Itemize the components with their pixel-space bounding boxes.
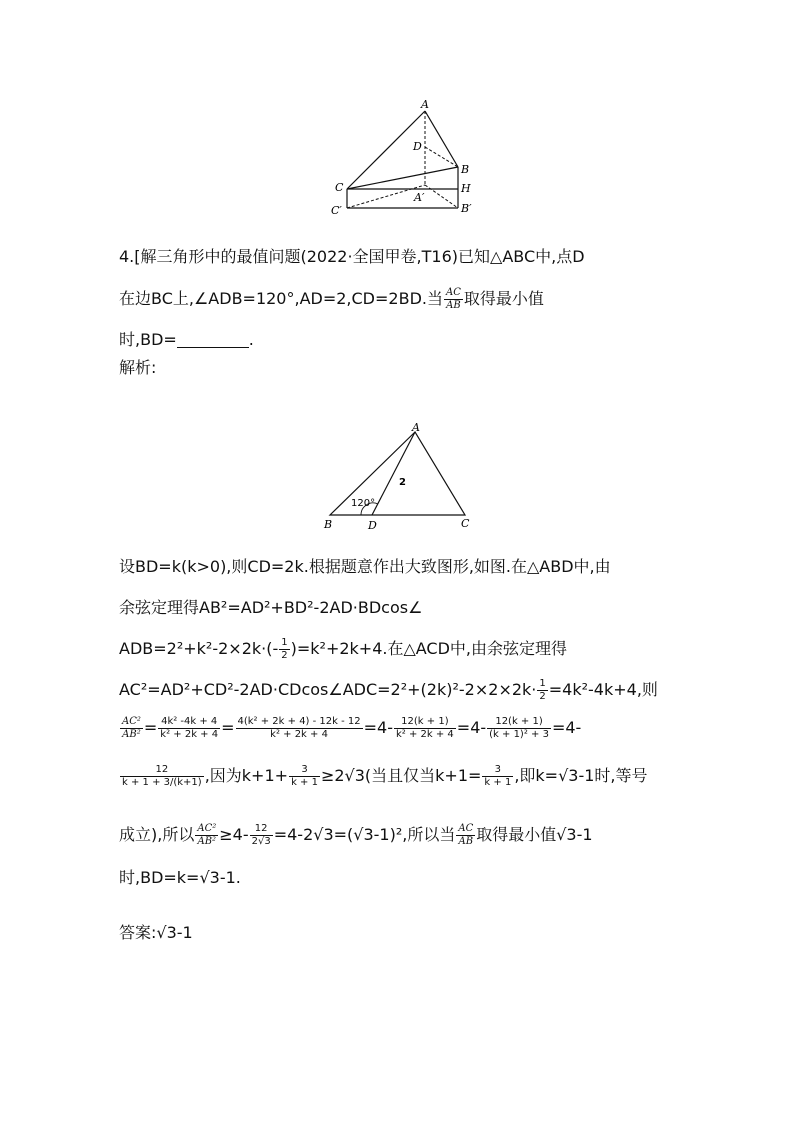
fraction: $\frac{\text{4k² -4k + 4}}{\text{k² + 2k + 4}}$ bbox=[160, 716, 219, 740]
figure-triangle bbox=[315, 422, 480, 532]
solution-line-1: 设BD=k(k>0),则CD=2k.根据题意作出大致图形,如图.在△ABD中,由 bbox=[119, 557, 611, 576]
fraction: $\frac{1}{2}$ bbox=[539, 678, 546, 702]
fraction: $\frac{AC}{AB}$ bbox=[445, 287, 461, 311]
fraction: $\frac{3}{k + 1}$ bbox=[291, 764, 318, 788]
problem-line-1: 4.[解三角形中的最值问题(2022·全国甲卷,T16)已知△ABC中,点D bbox=[119, 247, 585, 266]
answer-blank bbox=[177, 333, 249, 348]
fraction: $\frac{AC}{AB}$ bbox=[458, 823, 474, 847]
angle-label: 120° bbox=[351, 498, 376, 509]
problem-line-3: 时,BD= . bbox=[119, 330, 254, 349]
label-D: D bbox=[413, 140, 422, 153]
fraction: $\frac{1}{2}$ bbox=[281, 637, 288, 661]
label-B-prime: B′ bbox=[461, 202, 472, 215]
label-A: A bbox=[421, 98, 429, 111]
fraction: $\frac{12(k + 1)}{\text{(k + 1)² + 3}}$ bbox=[489, 716, 549, 740]
solution-line-3: ADB=2²+k²-2×2k·(- $\frac{1}{2}$ )=k²+2k+4.在△ACD中,由余弦定理得 bbox=[119, 637, 568, 661]
solution-line-2: 余弦定理得AB²=AD²+BD²-2AD·BDcos∠ bbox=[119, 598, 423, 617]
figure-prism bbox=[325, 95, 475, 220]
label-A-prime: A′ bbox=[414, 191, 425, 204]
label-B: B bbox=[461, 163, 470, 176]
fraction: $\frac{12(k + 1)}{\text{k² + 2k + 4}}$ bbox=[395, 716, 454, 740]
solution-line-6: $\frac{12}{k + 1 + 3/(k+1)}$ ,因为k+1+ $\frac{3}{k + 1}$ ≥2√3(当且仅当k+1= $\frac{3}{k + 1}$ ,即k=√3-1时,等号 bbox=[122, 764, 648, 788]
analysis-label: 解析: bbox=[119, 358, 157, 377]
label-C: C bbox=[335, 181, 344, 194]
solution-line-4: AC²=AD²+CD²-2AD·CDcos∠ADC=2²+(2k)²-2×2×2k· $\frac{1}{2}$ =4k²-4k+4,则 bbox=[119, 678, 658, 702]
problem-text: 时,BD= bbox=[119, 330, 177, 349]
label-A: A bbox=[412, 422, 420, 434]
label-C: C bbox=[461, 517, 470, 530]
label-D: D bbox=[368, 519, 377, 532]
answer-line: 答案:√3-1 bbox=[119, 923, 193, 942]
label-B: B bbox=[324, 518, 333, 531]
label-C-prime: C′ bbox=[331, 204, 342, 217]
fraction: $\frac{12}{k + 1 + 3/(k+1)}$ bbox=[122, 764, 202, 788]
fraction: $\frac{3}{k + 1}$ bbox=[484, 764, 512, 788]
problem-line-2 bbox=[119, 287, 544, 312]
fraction: $\frac{\text{AC²}}{\text{AB²}}$ bbox=[122, 716, 141, 740]
fraction: $\frac{\text{4(k² + 2k + 4) - 12k - 12}}{\text{k² + 2k + 4}}$ bbox=[237, 716, 361, 740]
fraction: $\frac{12}{2√3}$ bbox=[251, 823, 271, 847]
solution-line-7: 成立),所以 $\frac{\text{AC²}}{\text{AB²}}$ ≥4- $\frac{12}{2√3}$ =4-2√3=(√3-1)²,所以当 $\frac{AC}{AB}$ 取得最小值√3-1 bbox=[119, 823, 593, 847]
problem-text: 在边BC上,∠ADB=120°,AD=2,CD=2BD.当 bbox=[119, 289, 443, 308]
side-label: 2 bbox=[399, 477, 406, 488]
problem-text: 取得最小值 bbox=[463, 289, 544, 308]
label-H: H bbox=[461, 182, 471, 195]
fraction: $\frac{\text{AC²}}{\text{AB²}}$ bbox=[197, 823, 217, 847]
solution-line-8: 时,BD=k=√3-1. bbox=[119, 868, 241, 887]
solution-line-5: $\frac{\text{AC²}}{\text{AB²}}$ = $\frac{\text{4k² -4k + 4}}{\text{k² + 2k + 4}}$ = $\frac{\text{4(k² + 2k + 4) - 12k - 12}}{\text{k² + 2k + 4}}$ =4- $\frac{12(k + 1)}{\text{k² + 2k + 4}}$ =4- $\frac{12(k + 1)}{\text{(k + 1)² + 3}}$ =4- bbox=[122, 716, 582, 740]
